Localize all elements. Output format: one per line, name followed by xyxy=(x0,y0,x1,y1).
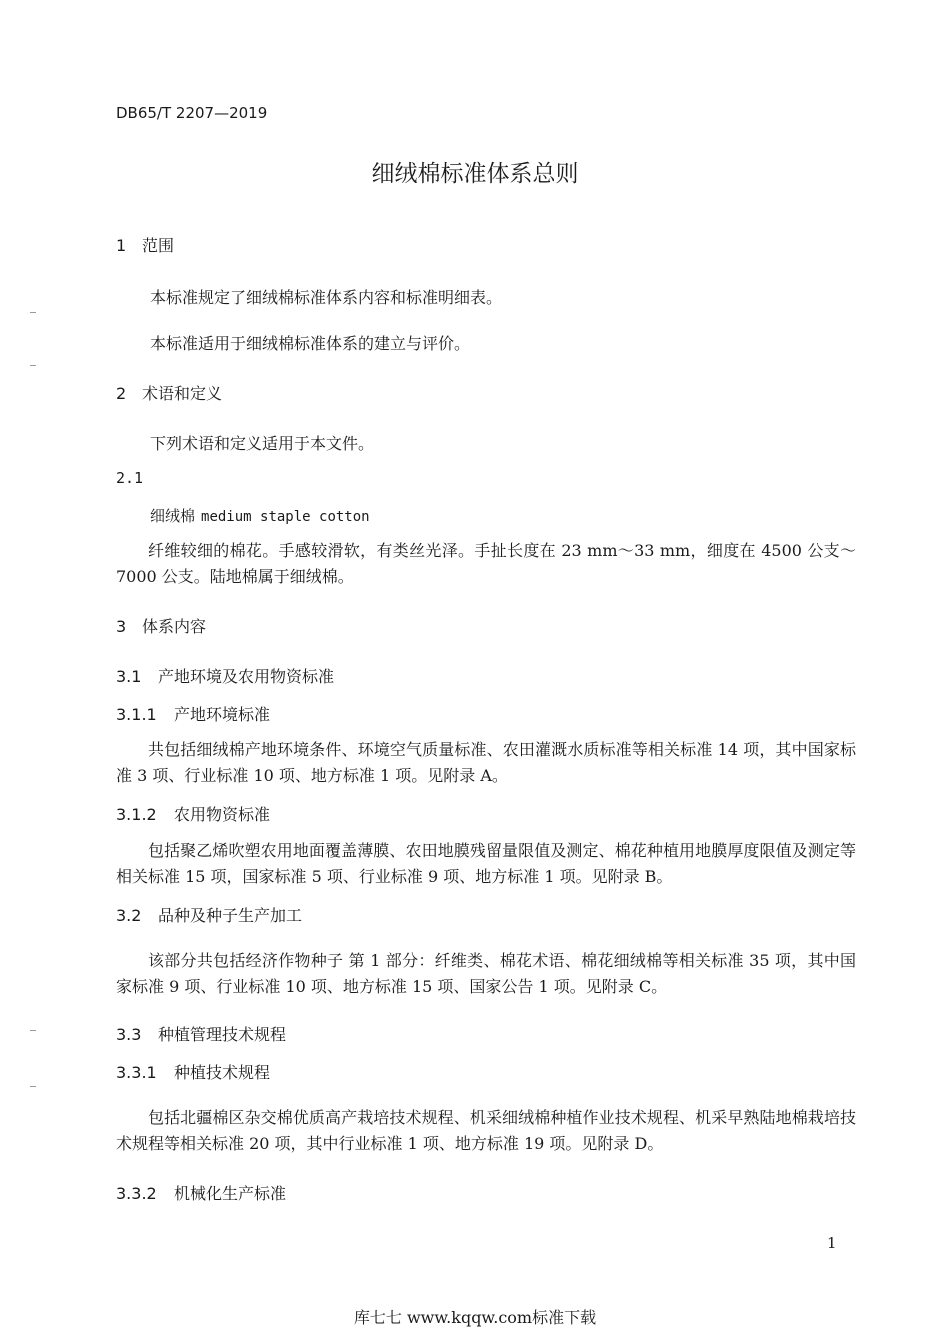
section-1-paragraph-2: 本标准适用于细绒棉标准体系的建立与评价。 xyxy=(150,334,471,353)
document-title: 细绒棉标准体系总则 xyxy=(371,161,579,187)
scan-mark xyxy=(30,365,36,366)
section-2-heading xyxy=(116,381,222,404)
term-number: 2.1 xyxy=(116,469,144,487)
section-3-heading xyxy=(116,614,206,637)
section-3-1-2-heading xyxy=(116,802,270,825)
section-3-3-1-heading xyxy=(116,1060,270,1083)
section-number: 3.1 xyxy=(116,667,142,686)
section-title: 术语和定义 xyxy=(142,384,223,403)
scan-mark xyxy=(30,1086,36,1087)
section-3-2-text: 该部分共包括经济作物种子 第 1 部分：纤维类、棉花术语、棉花细绒棉等相关标准 35 项，其中国家标准 9 项、行业标准 10 项、地方标准 15 项、国家公告 1 项。见附录 C。 xyxy=(116,951,856,996)
footer-watermark: 库七七 www.kqqw.com标准下载 xyxy=(353,1308,597,1327)
section-3-3-2-heading xyxy=(116,1181,286,1204)
section-title: 范围 xyxy=(142,236,175,255)
section-number: 3.2 xyxy=(116,906,142,925)
section-3-3-heading xyxy=(116,1022,286,1045)
section-number: 1 xyxy=(116,236,127,255)
term-chinese: 细绒棉 xyxy=(150,507,196,525)
section-title: 种植技术规程 xyxy=(174,1063,271,1082)
section-title: 农用物资标准 xyxy=(174,805,271,824)
section-title: 品种及种子生产加工 xyxy=(158,906,303,925)
scan-mark xyxy=(30,1030,36,1031)
standard-code: DB65/T 2207—2019 xyxy=(116,104,268,122)
section-3-1-1-heading xyxy=(116,702,270,725)
section-title: 产地环境及农用物资标准 xyxy=(158,667,335,686)
section-3-1-1-text: 共包括细绒棉产地环境条件、环境空气质量标准、农田灌溉水质标准等相关标准 14 项，其中国家标准 3 项、行业标准 10 项、地方标准 1 项。见附录 A。 xyxy=(116,740,856,785)
section-title: 体系内容 xyxy=(142,617,207,636)
page-number: 1 xyxy=(827,1234,837,1252)
scan-mark xyxy=(30,312,36,313)
term-entry xyxy=(150,505,370,526)
section-number: 3.3.2 xyxy=(116,1184,157,1203)
section-title: 机械化生产标准 xyxy=(174,1184,287,1203)
section-title: 产地环境标准 xyxy=(174,705,271,724)
section-number: 3.1.2 xyxy=(116,805,157,824)
section-3-2-heading xyxy=(116,903,302,926)
section-2-paragraph: 下列术语和定义适用于本文件。 xyxy=(150,434,375,453)
section-number: 3.3.1 xyxy=(116,1063,157,1082)
section-title: 种植管理技术规程 xyxy=(158,1025,287,1044)
section-number: 3 xyxy=(116,617,127,636)
section-3-1-2-text: 包括聚乙烯吹塑农用地面覆盖薄膜、农田地膜残留量限值及测定、棉花种植用地膜厚度限值及测定等相关标准 15 项，国家标准 5 项、行业标准 9 项、地方标准 1 项。见附录 B。 xyxy=(116,841,856,886)
section-1-heading xyxy=(116,233,174,256)
section-number: 3.1.1 xyxy=(116,705,157,724)
term-definition: 纤维较细的棉花。手感较滑软，有类丝光泽。手扯长度在 23 mm～33 mm，细度在 4500 公支～7000 公支。陆地棉属于细绒棉。 xyxy=(116,541,856,586)
section-3-3-1-text: 包括北疆棉区杂交棉优质高产栽培技术规程、机采细绒棉种植作业技术规程、机采早熟陆地棉栽培技术规程等相关标准 20 项，其中行业标准 1 项、地方标准 19 项。见附录 D。 xyxy=(116,1108,856,1153)
section-number: 3.3 xyxy=(116,1025,142,1044)
term-english: medium staple cotton xyxy=(201,509,370,525)
section-1-paragraph-1: 本标准规定了细绒棉标准体系内容和标准明细表。 xyxy=(150,288,503,307)
section-number: 2 xyxy=(116,384,127,403)
section-3-1-heading xyxy=(116,664,334,687)
